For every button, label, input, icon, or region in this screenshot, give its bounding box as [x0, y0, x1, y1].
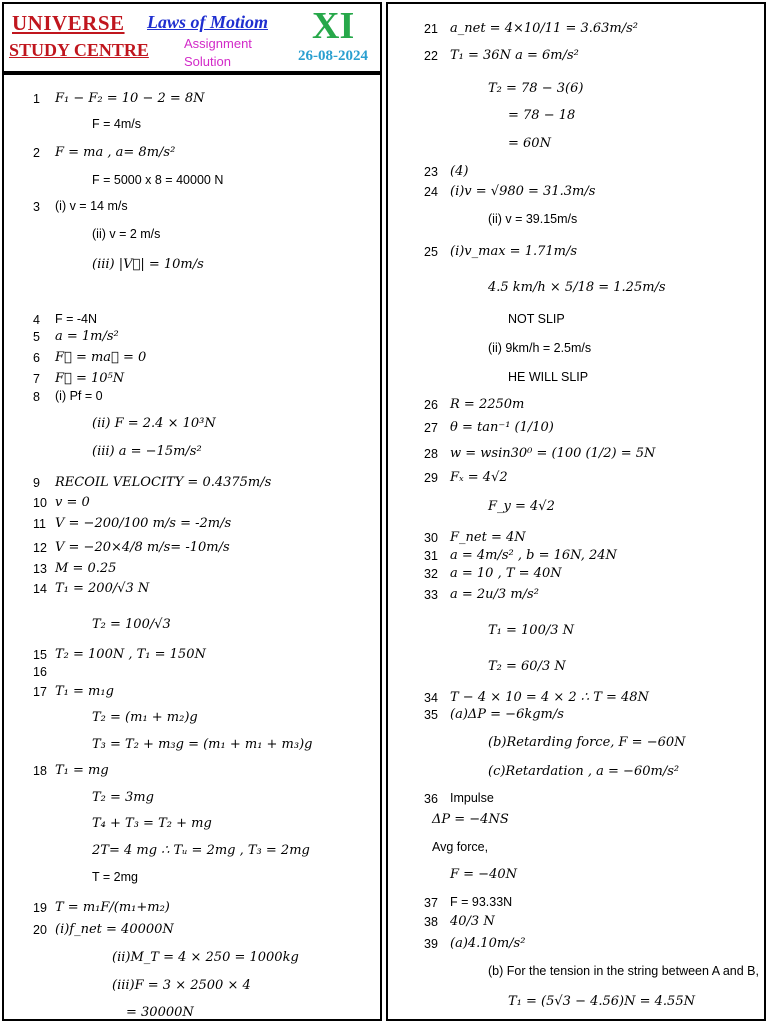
answer-line: F = ma , a= 8m/s²: [55, 145, 176, 160]
answer-line: Impulse: [450, 791, 494, 805]
answer-line: R = 2250m: [450, 397, 525, 412]
question-number: 4: [33, 313, 40, 327]
question-number: 26: [424, 398, 438, 412]
answer-line: (iii)F = 3 × 2500 × 4: [112, 978, 251, 993]
answer-line: T₂ = 78 − 3(6): [488, 81, 584, 96]
question-number: 29: [424, 471, 438, 485]
question-number: 33: [424, 588, 438, 602]
question-number: 7: [33, 372, 40, 386]
answer-line: a = 1m/s²: [55, 329, 119, 344]
question-number: 34: [424, 691, 438, 705]
header-panel: [2, 2, 382, 73]
document-type-line2: Solution: [184, 54, 231, 69]
answer-line: HE WILL SLIP: [508, 370, 589, 384]
question-number: 28: [424, 447, 438, 461]
question-number: 16: [33, 665, 47, 679]
document-date: 26-08-2024: [298, 48, 368, 64]
answer-line: (iii) |V⃗| = 10m/s: [92, 257, 204, 272]
answer-line: F = 4m/s: [92, 117, 141, 131]
question-number: 24: [424, 185, 438, 199]
question-number: 35: [424, 708, 438, 722]
answer-line: F = -4N: [55, 312, 98, 326]
document-type-line1: Assignment: [184, 36, 252, 51]
topic-title: Laws of Motiom: [147, 12, 269, 32]
answer-line: w = wsin30⁰ = (100 (1/2) = 5N: [450, 446, 656, 461]
answer-line: T₁ = 36N a = 6m/s²: [450, 48, 579, 63]
answer-line: (i)v_max = 1.71m/s: [450, 244, 578, 259]
answer-line: = 78 − 18: [508, 108, 576, 123]
answer-line: F = −40N: [450, 867, 517, 882]
answer-line: V = −200/100 m/s = -2m/s: [55, 516, 232, 531]
answer-line: v = 0: [55, 495, 90, 510]
answer-line: 2T= 4 mg ∴ Tᵤ = 2mg , T₃ = 2mg: [92, 843, 310, 858]
question-number: 14: [33, 582, 47, 596]
answer-line: (c)Retardation , a = −60m/s²: [488, 764, 680, 779]
question-number: 27: [424, 421, 438, 435]
answer-line: V = −20×4/8 m/s= -10m/s: [55, 540, 230, 555]
question-number: 37: [424, 896, 438, 910]
answer-line: (ii) 9km/h = 2.5m/s: [488, 341, 592, 355]
question-number: 9: [33, 476, 40, 490]
answer-line: T − 4 × 10 = 4 × 2 ∴ T = 48N: [450, 690, 649, 705]
answer-line: F = 5000 x 8 = 40000 N: [92, 173, 224, 187]
question-number: 30: [424, 531, 438, 545]
question-number: 13: [33, 562, 47, 576]
answer-line: a_net = 4×10/11 = 3.63m/s²: [450, 21, 639, 36]
answer-line: F⃗ = 10⁵N: [55, 371, 125, 386]
document-type: [184, 35, 252, 71]
answer-line: (ii) F = 2.4 × 10³N: [92, 416, 216, 431]
answer-line: 4.5 km/h × 5/18 = 1.25m/s: [488, 280, 666, 295]
answer-line: (b)Retarding force, F = −60N: [488, 735, 686, 750]
answer-line: Fₓ = 4√2: [450, 470, 508, 485]
answer-line: (ii)M_T = 4 × 250 = 1000kg: [112, 950, 299, 965]
answer-line: M = 0.25: [55, 561, 117, 576]
question-number: 2: [33, 146, 40, 160]
answer-line: F = 93.33N: [450, 895, 513, 909]
question-number: 18: [33, 764, 47, 778]
answer-line: T = 2mg: [92, 870, 138, 884]
answer-line: NOT SLIP: [508, 312, 565, 326]
answer-line: T₂ = 100/√3: [92, 617, 171, 632]
answer-line: (a)4.10m/s²: [450, 936, 526, 951]
question-number: 38: [424, 915, 438, 929]
answer-line: RECOIL VELOCITY = 0.4375m/s: [55, 475, 272, 490]
question-number: 39: [424, 937, 438, 951]
question-number: 3: [33, 200, 40, 214]
answer-line: a = 10 , T = 40N: [450, 566, 562, 581]
answer-line: F_y = 4√2: [488, 499, 555, 514]
answer-line: (i) v = 14 m/s: [55, 199, 128, 213]
answer-line: = 60N: [508, 136, 551, 151]
question-number: 11: [33, 517, 46, 531]
answer-line: T₂ = 3mg: [92, 790, 154, 805]
answer-line: 40/3 N: [450, 914, 495, 929]
question-number: 12: [33, 541, 47, 555]
question-number: 25: [424, 245, 438, 259]
question-number: 36: [424, 792, 438, 806]
institute-name-line1: UNIVERSE: [12, 11, 125, 35]
answer-line: a = 4m/s² , b = 16N, 24N: [450, 548, 617, 563]
answer-line: T = m₁F/(m₁+m₂): [55, 900, 170, 915]
answer-line: F₁ − F₂ = 10 − 2 = 8N: [55, 91, 205, 106]
question-number: 31: [424, 549, 438, 563]
answer-line: T₂ = (m₁ + m₂)g: [92, 710, 198, 725]
answer-line: T₂ = 100N , T₁ = 150N: [55, 647, 206, 662]
answer-line: (ii) v = 39.15m/s: [488, 212, 578, 226]
question-number: 5: [33, 330, 40, 344]
question-number: 32: [424, 567, 438, 581]
question-number: 22: [424, 49, 438, 63]
question-number: 6: [33, 351, 40, 365]
answer-line: T₁ = 100/3 N: [488, 623, 575, 638]
answer-line: T₁ = m₁g: [55, 684, 114, 699]
question-number: 1: [33, 92, 40, 106]
answer-line: (4): [450, 164, 469, 179]
answer-line: F_net = 4N: [450, 530, 526, 545]
answer-line: (i)f_net = 40000N: [55, 922, 174, 937]
institute-name-line2: STUDY CENTRE: [9, 40, 149, 60]
answer-line: T₄ + T₃ = T₂ + mg: [92, 816, 212, 831]
answer-line: θ = tan⁻¹ (1/10): [450, 420, 554, 435]
answer-line: (ii) v = 2 m/s: [92, 227, 161, 241]
question-number: 15: [33, 648, 47, 662]
answer-line: T₃ = T₂ + m₃g = (m₁ + m₁ + m₃)g: [92, 737, 313, 752]
question-number: 8: [33, 390, 40, 404]
answer-line: T₁ = (5√3 − 4.56)N = 4.55N: [508, 994, 695, 1009]
question-number: 17: [33, 685, 47, 699]
answer-line: (iii) a = −15m/s²: [92, 444, 202, 459]
question-number: 19: [33, 901, 47, 915]
question-number: 23: [424, 165, 438, 179]
answer-line: F⃗ = ma⃗ = 0: [55, 350, 147, 365]
right-answer-column: [386, 2, 766, 1021]
answer-line: T₁ = mg: [55, 763, 109, 778]
class-label: XI: [312, 5, 355, 47]
answer-line: T₂ = 60/3 N: [488, 659, 566, 674]
answer-line: = 30000N: [126, 1005, 194, 1020]
answer-line: a = 2u/3 m/s²: [450, 587, 539, 602]
answer-line: Avg force,: [432, 840, 489, 854]
answer-line: ΔP = −4NS: [432, 812, 509, 827]
question-number: 10: [33, 496, 47, 510]
question-number: 20: [33, 923, 47, 937]
answer-line: (i)v = √980 = 31.3m/s: [450, 184, 596, 199]
question-number: 21: [424, 22, 438, 36]
answer-line: (i) Pf = 0: [55, 389, 103, 403]
answer-line: T₁ = 200/√3 N: [55, 581, 150, 596]
answer-line: (b) For the tension in the string between A and B,: [488, 964, 759, 978]
answer-line: (a)ΔP = −6kgm/s: [450, 707, 564, 722]
